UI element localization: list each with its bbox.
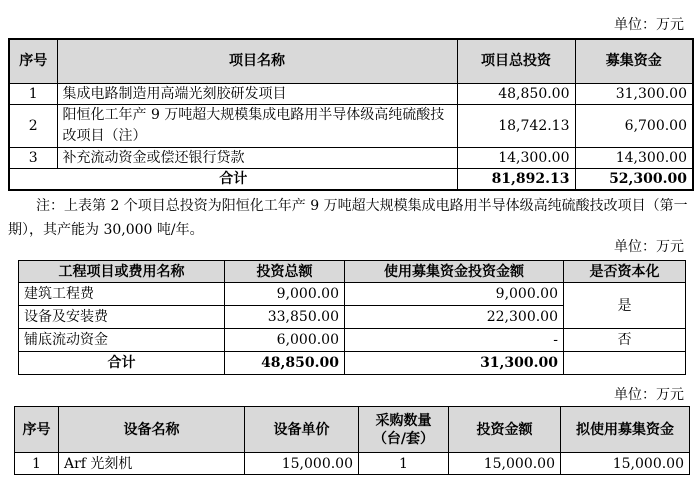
table-row [19,329,686,352]
row-invest-total: 6,000.00 [225,329,345,352]
row-quantity: 1 [359,453,449,475]
total-raised-funds: 52,300.00 [575,168,693,190]
row-invest-total: 9,000.00 [225,283,345,306]
total-raised: 31,300.00 [345,352,564,375]
col-header-equipment-name: 设备名称 [59,407,245,453]
table-row [9,147,693,168]
table-row [9,104,693,147]
col-header-capitalized: 是否资本化 [564,261,686,283]
row-unit-price: 15,000.00 [245,453,359,475]
row-invest-total: 33,850.00 [225,306,345,329]
project-investment-table [8,38,694,191]
row-project-name: 集成电路制造用高端光刻胶研发项目 [57,83,457,104]
col-header-project-name: 项目名称 [57,39,457,83]
row-item-name: 建筑工程费 [19,283,225,306]
capitalized-yes: 是 [564,283,686,329]
col-header-no: 序号 [9,39,57,83]
col-header-item-name: 工程项目或费用名称 [19,261,225,283]
row-raised-funds: 6,700.00 [575,104,693,147]
col-header-raised-amount: 使用募集资金投资金额 [345,261,564,283]
col-header-invest-total: 投资总额 [225,261,345,283]
row-raised-funds: 14,300.00 [575,147,693,168]
row-raised-amount: 9,000.00 [345,283,564,306]
col-header-raised-funds: 募集资金 [575,39,693,83]
table-row [19,283,686,306]
total-invest: 48,850.00 [225,352,345,375]
total-label: 合计 [9,168,457,190]
equipment-table [14,406,690,475]
total-row [9,168,693,190]
col-header-planned-raised: 拟使用募集资金 [561,407,690,453]
row-total-investment: 14,300.00 [457,147,575,168]
row-raised-amount: - [345,329,564,352]
row-item-name: 设备及安装费 [19,306,225,329]
row-equipment-name: Arf 光刻机 [59,453,245,475]
row-project-name: 阳恒化工年产 9 万吨超大规模集成电路用半导体级高纯硫酸技改项目（注） [57,104,457,147]
table-row [15,453,690,475]
row-no: 1 [15,453,59,475]
capitalized-no: 否 [564,329,686,352]
footnote: 注：上表第 2 个项目总投资为阳恒化工年产 9 万吨超大规模集成电路用半导体级高纯硫酸技改项目（第一期），其产能为 30,000 吨/年。 [8,198,688,238]
col-header-unit-price: 设备单价 [245,407,359,453]
total-label: 合计 [19,352,225,375]
unit-label-2: 单位：万元 [614,239,684,255]
row-no: 2 [9,104,57,147]
col-header-quantity: 采购数量 （台/套） [359,407,449,453]
cost-breakdown-table [18,260,686,375]
col-header-no: 序号 [15,407,59,453]
empty-cell [564,352,686,375]
row-total-investment: 18,742.13 [457,104,575,147]
unit-label-1: 单位：万元 [614,17,684,33]
row-item-name: 铺底流动资金 [19,329,225,352]
col-header-total-investment: 项目总投资 [457,39,575,83]
row-project-name: 补充流动资金或偿还银行贷款 [57,147,457,168]
row-total-investment: 48,850.00 [457,83,575,104]
row-amount: 15,000.00 [449,453,561,475]
row-raised-amount: 22,300.00 [345,306,564,329]
row-raised-funds: 31,300.00 [575,83,693,104]
row-no: 3 [9,147,57,168]
col-header-amount: 投资金额 [449,407,561,453]
total-investment: 81,892.13 [457,168,575,190]
unit-label-3: 单位：万元 [614,387,684,403]
row-no: 1 [9,83,57,104]
table-row [9,83,693,104]
total-row [19,352,686,375]
row-planned-raised: 15,000.00 [561,453,690,475]
